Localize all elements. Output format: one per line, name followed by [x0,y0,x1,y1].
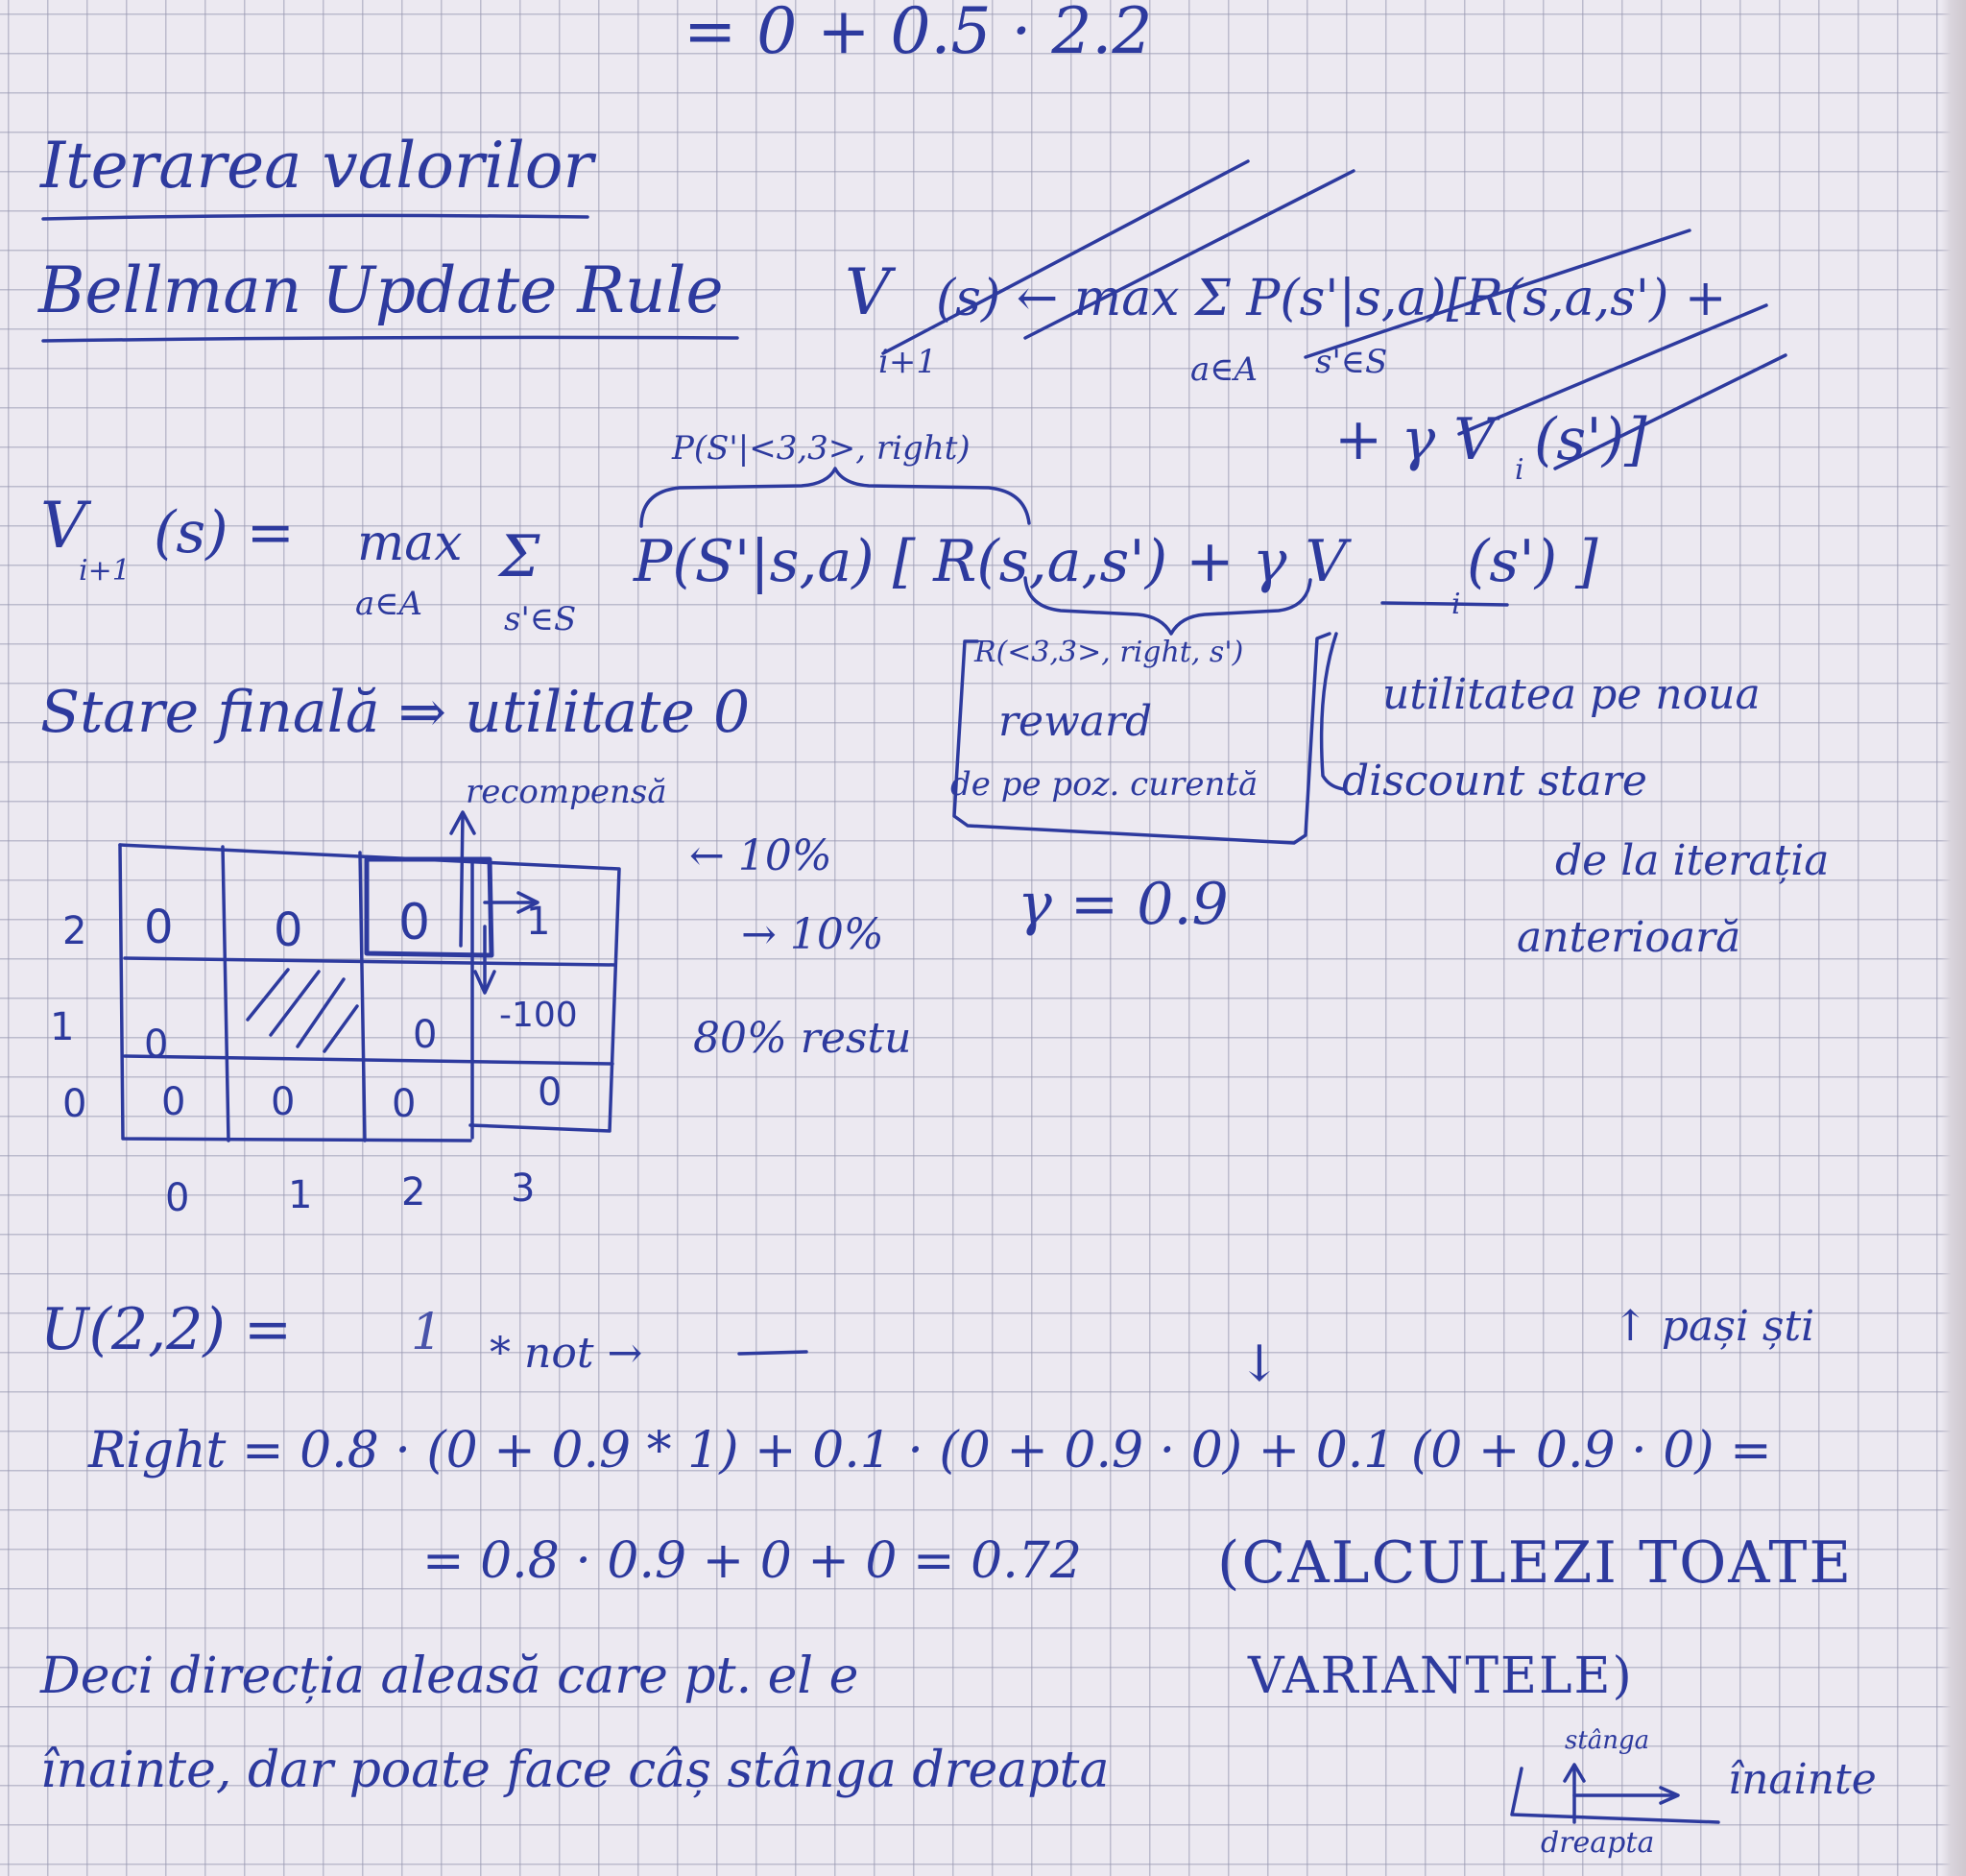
title-underline [43,215,587,219]
grid-col-label: 0 [165,1176,190,1220]
crossed-under-max: a∈A [1190,350,1258,389]
underbrace [1025,578,1310,634]
main-body-end: (s') ] [1467,528,1598,595]
grid-cell: 1 [526,900,551,944]
crossed-lhs-sub: i+1 [878,343,937,381]
grid-cell: 0 [274,903,303,957]
u-line: U(2,2) = [40,1296,293,1363]
grid-col-label: 1 [288,1173,313,1217]
main-under-sum: s'∈S [504,600,577,638]
caps-note-2: VARIANTELE) [1248,1648,1634,1705]
right-calculation: Right = 0.8 · (0 + 0.9 * 1) + 0.1 · (0 + 0.9 · 0) + 0.1 (0 + 0.9 · 0) = [88,1422,1772,1479]
grid-cell: 0 [413,1013,438,1057]
bellman-label: Bellman Update Rule [38,253,724,327]
overbrace [641,469,1029,526]
wall-hatch [248,970,288,1020]
overbrace-label: P(S'|<3,3>, right) [672,429,971,468]
utility-note-line: de la iterația [1555,836,1830,885]
not-arrow [739,1352,806,1354]
recompensa-note: recompensă [466,773,667,811]
utility-note-line: anterioară [1517,913,1741,962]
grid-row-label: 1 [50,1005,75,1049]
bellman-underline [43,337,737,341]
main-lhs-arg: (s) = [154,499,295,566]
grid-cell: 0 [144,901,174,954]
final-state-note: Stare finală ⇒ utilitate 0 [40,679,751,746]
main-max: max [357,515,463,572]
grid-cell: 0 [392,1082,417,1126]
grid-outline [120,845,619,1131]
grid-line [223,847,228,1141]
strike-line [1459,305,1766,434]
up-arrow [461,814,463,946]
grid-cell: 0 [144,1022,169,1067]
crossed-lhs-arg: (s) ← max Σ P(s'|s,a)[R(s,a,s') + [936,270,1727,327]
prob-right: → 10% [741,910,884,959]
crossed-tail-arg: (s')] [1534,406,1647,473]
grid-col-label: 2 [401,1170,426,1215]
main-body: P(S'|s,a) [ R(s,a,s') + γ V [634,528,1347,595]
main-body-sub: i [1451,588,1461,621]
diagram-right-label: înainte [1728,1755,1877,1804]
strike-line [883,161,1248,353]
grid-cell: 0 [271,1080,296,1124]
result-line: = 0.8 · 0.9 + 0 + 0 = 0.72 [422,1532,1082,1590]
crossed-tail: + γ V [1334,406,1496,473]
diagram-top-label: stânga [1565,1726,1650,1755]
utility-bracket [1322,634,1344,789]
u-rest: * not → [490,1329,643,1378]
grid-row-label: 0 [62,1082,87,1126]
down-arrow: ↓ [1238,1335,1281,1393]
diagram-bottom-label: dreapta [1541,1826,1655,1860]
wall-hatch [324,1006,357,1051]
conclusion-line-2: înainte, dar poate face câș stânga dreapta [40,1742,1110,1799]
strike-line [1306,230,1690,357]
top-fragment: = 0 + 0.5 · 2.2 [683,0,1153,68]
u-scribble: 1 [411,1304,444,1361]
grid-line [125,1056,612,1064]
grid-cell: 0 [538,1070,563,1115]
strike-line [1555,355,1786,469]
grid-cell: 0 [398,894,431,951]
vi-underline [1382,603,1507,605]
grid-outline [120,845,470,1141]
caps-note-1: (CALCULEZI TOATE [1217,1529,1854,1597]
reward-box-outline [954,634,1330,843]
main-lhs: V [40,489,86,563]
grid-row-label: 2 [62,909,87,953]
crossed-lhs: V [845,255,891,329]
crossed-tail-sub: i [1515,453,1524,487]
grid-line [360,853,365,1141]
main-under-max: a∈A [355,585,422,623]
main-sum: Σ [499,523,540,590]
conclusion-line-1: Deci direcția aleasă care pt. el e [40,1648,859,1705]
grid-col-label: 3 [511,1166,536,1211]
reward-box-line1: R(<3,3>, right, s') [974,636,1244,669]
crossed-under-sum: s'∈S [1315,343,1388,381]
utility-note-line: discount stare [1342,757,1647,806]
main-lhs-sub: i+1 [79,554,131,588]
gamma-value: γ = 0.9 [1018,871,1229,938]
utility-note-line: utilitatea pe noua [1382,670,1761,719]
grid-cell: -100 [499,996,578,1035]
prob-left: ← 10% [689,831,832,880]
grid-cell: 0 [161,1080,186,1124]
reward-box-line2: reward [998,697,1153,746]
grid-line [125,958,614,965]
prob-forward: 80% restu [693,1014,912,1063]
up-note: ↑ pași ști [1613,1302,1815,1351]
page-title: Iterarea valorilor [40,129,594,203]
reward-box-line3: de pe poz. curentă [950,765,1259,804]
